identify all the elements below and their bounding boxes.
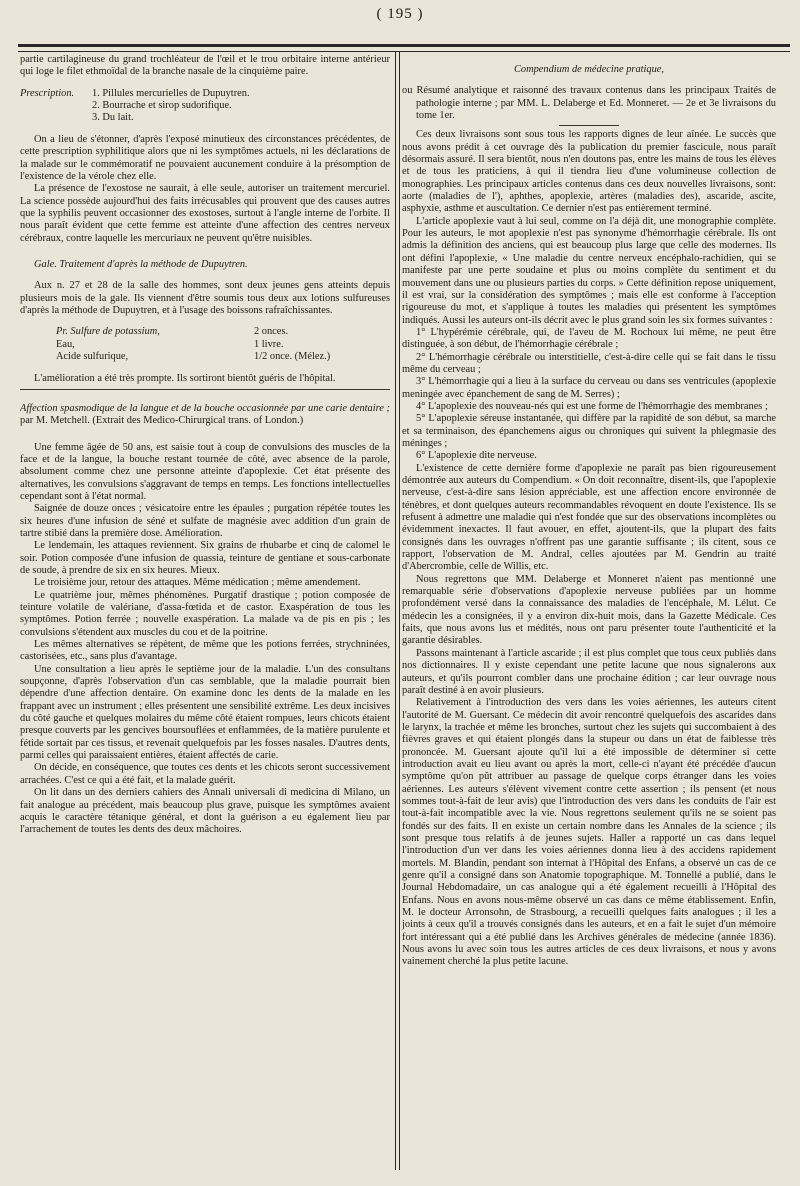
body-paragraph: Saignée de douze onces ; vésicatoire entre les épaules ; purgation répétée toutes les six heures d'une infusion de séné et sulfate de magnésie avec addition d'un grain de tartre stibié dans la première dose. Amélioration. xyxy=(20,503,390,539)
body-paragraph: Les mêmes alternatives se répètent, de même que les potions ferrées, strychninées, castorisées, etc., sans plus d'avantage. xyxy=(20,639,390,663)
prescription-label: Prescription. xyxy=(20,87,75,99)
list-item: 1° L'hypérémie cérébrale, qui, de l'aveu de M. Rochoux lui même, ne peut être distinguée, à son début, de l'hémorrhagie cérébrale ; xyxy=(402,326,776,351)
list-item: 4° L'apoplexie des nouveau-nés qui est une forme de l'hémorrhagie des membranes ; xyxy=(416,400,768,412)
body-paragraph: On décide, en conséquence, que toutes ces dents et les chicots seront successivement arrachées. C'est ce qui a été fait, et la malade guérit. xyxy=(20,762,390,786)
short-separator xyxy=(559,125,619,126)
body-paragraph: On lit dans un des derniers cahiers des Annali universali di medicina di Milano, un fait analogue au précédent, mais beaucoup plus grave, puisque les symptômes avaient acquis le caractère tétanique général, et dont la guérison a eu également lieu par l'arrachement de toutes les dents des deux mâchoires. xyxy=(20,787,390,836)
recipe-block xyxy=(56,326,346,363)
prescription-block xyxy=(20,88,390,125)
body-paragraph: L'article apoplexie vaut à lui seul, comme on l'a déjà dit, une monographie complète. Pour les auteurs, le mot apoplexie n'est pas synonyme d'hémorrhagie cérébrale. Ils ont admis la définition des anciens, qui est beaucoup plus large que celle des modernes. Ils ont défini l'apoplexie, « Une maladie du centre nerveux encéphalo-rachidien, qui se manifeste par une perte soudaine et plus ou moins complète du sentiment et du mouvement dans une ou plusieurs parties du corps. » Cette définition repose uniquement, il est vrai, sur la considération des symptômes ; mais elle est conforme à l'acception rigoureuse du mot, et s'applique à toutes les maladies qui présentent les symptômes indiqués. Aussi les auteurs ont-ils décrit avec le plus grand soin les six formes suivantes : xyxy=(402,215,776,326)
body-paragraph: Relativement à l'introduction des vers dans les voies aériennes, les auteurs citent l'autorité de M. Guersant. Ce médecin dit avoir rencontré quelquefois des ascarides dans le larynx, la trachée et même les bronches, surtout chez les sujets qui succombaient à des fièvres graves et qui étaient plongés dans la stupeur ou dans un état de faiblesse très prononcée. M. Guersant ajoute qu'il lui a été impossible de déterminer si cette introduction avait eu lieu avant ou après la mort, celle-ci n'ayant été précédée d'aucun symptôme qu'on pût attribuer au passage de quelque corps étranger dans les voies aériennes. Les auteurs s'élèvent vivement contre cette assertion ; ils pensent (et nous sommes tout-à-fait de leur avis) que l'introduction des vers dans les conduits de l'air est tout-à-fait incompatible avec la vie. Nous regrettons seulement qu'ils ne se soient pas fondés sur des faits. Il en existe un certain nombre dans les Annales de la science ; ils sont presque tous relatifs à de jeunes sujets. Haller a rapporté un cas dans lequel l'introduction d'un ver dans les voies aériennes donna lieu à des accidens rapidement mortels. M. Blandin, pendant son internat à l'Hôpital des Enfans, a observé un cas de ce genre qu'il a consigné dans son Anatomie topographique. M. Tonnellé a publié, dans le Journal Hebdomadaire, un cas analogue qui a été également recueilli à l'Hôpital des Enfans. Nous en avons nous-même observé un cas dans ce même établissement. Enfin, M. le docteur Arronsohn, de Strasbourg, a recueilli quelques faits analogues ; il les a joints à ceux qu'il a trouvés consignés dans les auteurs, et en a fait le sujet d'un mémoire fort intéressant qui a été publié dans les Archives générales de médecine (année 1836). Nous avons lu avec soin tous les autres articles de ces deux livraisons, et nous y avons vainement cherché la plus petite lacune. xyxy=(402,697,776,968)
page-number: ( 195 ) xyxy=(376,6,424,22)
body-paragraph: Ces deux livraisons sont sous tous les rapports dignes de leur aînée. Le succès que nous avons prédit à cet ouvrage dès la publication du premier fascicule, nous paraît désormais assuré. Il sera bientôt, nous n'en doutons pas, entre les mains de tous les élèves et de tous les praticiens, à qui il tiendra lieu d'une volumineuse collection de monographies. Les principaux articles contenus dans ces deux nouvelles livraisons, sont: aorte (maladies de l'), aphthes, apoplexie, artères (maladies des), ascaride, ascite, asphyxie, asthme et auscultation. Ce dernier n'est pas entièrement terminé. xyxy=(402,129,776,215)
prescription-item: 2. Bourrache et sirop sudorifique. xyxy=(92,100,232,112)
recipe-ingredient: Acide sulfurique, xyxy=(56,351,129,363)
intro-paragraph: partie cartilagineuse du grand trochléateur de l'œil et le trou orbitaire interne antérieur qui loge le filet ethmoïdal de la branche nasale de la cinquième paire. xyxy=(20,54,390,78)
top-double-rule xyxy=(18,44,790,52)
body-paragraph: Une femme âgée de 50 ans, est saisie tout à coup de convulsions des muscles de la face et de la langue, la bouche restant tournée de côté, avec absence de la parole, absolument comme chez une personne atteinte d'apoplexie. Cet état présente des alternatives, les convulsions s'aggravant de temps en temps. Les fonctions intellectuelles cependant sont à l'état normal. xyxy=(20,441,390,502)
recipe-ingredient: Pr. Sulfure de potassium, xyxy=(56,326,160,338)
list-item: 6° L'apoplexie dite nerveuse. xyxy=(416,450,537,462)
section-separator xyxy=(20,389,390,390)
body-paragraph: L'existence de cette dernière forme d'apoplexie ne paraît pas bien rigoureusement démontrée aux auteurs du Compendium. « On doit reconnaître, disent-ils, que l'apoplexie nerveuse, c'est-à-dire sans lésion appréciable, est une affection encore environnée de ténèbres, et dont quelques auteurs recommandables révoquent en doute l'existence. Ils se refusent à admettre une maladie qui n'est fondée que sur des observations incomplètes ou évidemment inexactes. Il faut avouer, en effet, ajoutent-ils, que la plupart des faits consignés dans les ouvrages n'offrent pas une garantie suffisante ; ils citent, sous ce rapport, l'observation de M. Andral, celles ajoutées par M. Gendrin au traité d'Abercrombie, celle de Willis, etc. xyxy=(402,462,776,573)
body-paragraph: L'amélioration a été très prompte. Ils sortiront bientôt guéris de l'hôpital. xyxy=(34,372,336,384)
body-paragraph: Nous regrettons que MM. Delaberge et Monneret n'aient pas mentionné une remarquable série d'observations d'apoplexie nerveuse publiées par un homme profondément versé dans la connaissance des maladies de l'encéphale, M. Lélut. Ce médecin les a consignées, il y a environ dix-huit mois, dans la Gazette Médicale. Ces faits, que nous avons lus et médités, nous ont paru présenter toute l'authenticité et la garantie désirables. xyxy=(402,573,776,647)
list-item: 3° L'hémorrhagie qui a lieu à la surface du cerveau ou dans ses ventricules (apoplexie meningée avec épanchement de sang de M. Serres) ; xyxy=(402,376,776,400)
section-title-affection: Affection spasmodique de la langue et de la bouche occasionnée par une carie dentaire ; par M. Metchell. (Extrait des Medico-Chirurgical trans. of London.) xyxy=(20,402,390,427)
recipe-dose: 2 onces. xyxy=(254,326,289,338)
body-paragraph: On a lieu de s'étonner, d'après l'exposé minutieux des circonstances précédentes, de cette prescription syphilitique alors que ni les symptômes actuels, ni les déclarations de la malade sur le commémoratif ne pouvaient aucunement conduire à la présomption de l'existence de la vérole chez elle. xyxy=(20,133,390,182)
prescription-item: 3. Du lait. xyxy=(92,112,134,124)
prescription-item: 1. Pillules mercurielles de Dupuytren. xyxy=(92,87,250,99)
section-title-gale: Gale. Traitement d'après la méthode de Dupuytren. xyxy=(34,258,248,270)
review-subheading: ou Résumé analytique et raisonné des travaux contenus dans les principaux Traités de pathologie interne ; par MM. L. Delaberge et Ed. Monneret. — 2e et 3e livraisons du tome 1er. xyxy=(402,85,776,122)
list-item: 5° L'apoplexie séreuse instantanée, qui diffère par la rapidité de son début, sa marche et sa terminaison, des épanchemens aigus ou chroniques qui suivent la phlegmasie des méninges ; xyxy=(402,413,776,449)
recipe-dose: 1 livre. xyxy=(254,338,284,350)
body-paragraph: Une consultation a lieu après le septième jour de la maladie. L'un des consultans soupçonne, d'après l'observation d'un cas semblable, que la maladie pourrait bien dépendre d'une affection dentaire. On examine donc les dents de la malade en les frappant avec un instrument ; elles présentent une sensibilité extrême. Les deux incisives du côté gauche et quelques molaires du même côté étaient rompues, leurs chicots étaient presque couverts par les gencives boursouflées et enflammées, de la matière purulente et fétide sortait par ces tissus, et revenait quelquefois par les fosses nasales. D'autres dents, parmi celles qui paraissaient entières, étaient affectés de carie. xyxy=(20,663,390,762)
recipe-ingredient: Eau, xyxy=(56,338,75,350)
body-paragraph: La présence de l'exostose ne saurait, à elle seule, autoriser un traitement mercuriel. La science possède aujourd'hui des faits irrécusables qui prouvent que des causes autres que la syphilis peuvent occasionner des exostoses, surtout à l'angle interne de l'orbite. Il nous paraît évident que cette femme est atteinte d'une affection des centres nerveux cérébraux, contre laquelle les mercuriaux ne peuvent qu'être nuisibles. xyxy=(20,183,390,244)
body-paragraph: Passons maintenant à l'article ascaride ; il est plus complet que tous ceux publiés dans nos dictionnaires. Il y existe cependant une petite lacune que nous signalerons aux auteurs, et qu'ils pourront combler dans une prochaine édition ; car leur ouvrage nous paraît destiné à en avoir plusieurs. xyxy=(402,647,776,696)
review-heading: Compendium de médecine pratique, xyxy=(513,64,665,75)
recipe-dose: 1/2 once. (Mélez.) xyxy=(254,351,331,363)
body-paragraph: Aux n. 27 et 28 de la salle des hommes, sont deux jeunes gens atteints depuis plusieurs mois de la gale. Ils viennent d'être soumis tous deux aux lotions sulfureuses d'après la méthode de Dupuytren, et à l'usage des boissons rafraîchissantes. xyxy=(20,280,390,316)
body-paragraph: Le troisième jour, retour des attaques. Même médication ; même amendement. xyxy=(34,577,361,589)
list-item: 2° L'hémorrhagie cérébrale ou interstitielle, c'est-à-dire celle qui se fait dans le tissu même du cerveau ; xyxy=(402,351,776,375)
body-paragraph: Le quatrième jour, mêmes phénomènes. Purgatif drastique ; potion composée de teinture volatile de valériane, d'assa-fœtida et de castor. Exaspération de tous les symptômes. Potion ferrée ; nouvelle exaspération. La malade va de pis en pis ; les convulsions s'étendent aux muscles du cou et de la poitrine. xyxy=(20,589,390,638)
right-column xyxy=(402,64,776,1182)
body-paragraph: Le lendemain, les attaques reviennent. Six grains de rhubarbe et cinq de calomel le soir. Potion composée d'une infusion de quassia, teinture de gentiane et sous-carbonate de soude, à prendre de six en six heures. Mieux. xyxy=(20,540,390,576)
column-divider xyxy=(395,52,400,1170)
left-column xyxy=(20,54,390,1172)
